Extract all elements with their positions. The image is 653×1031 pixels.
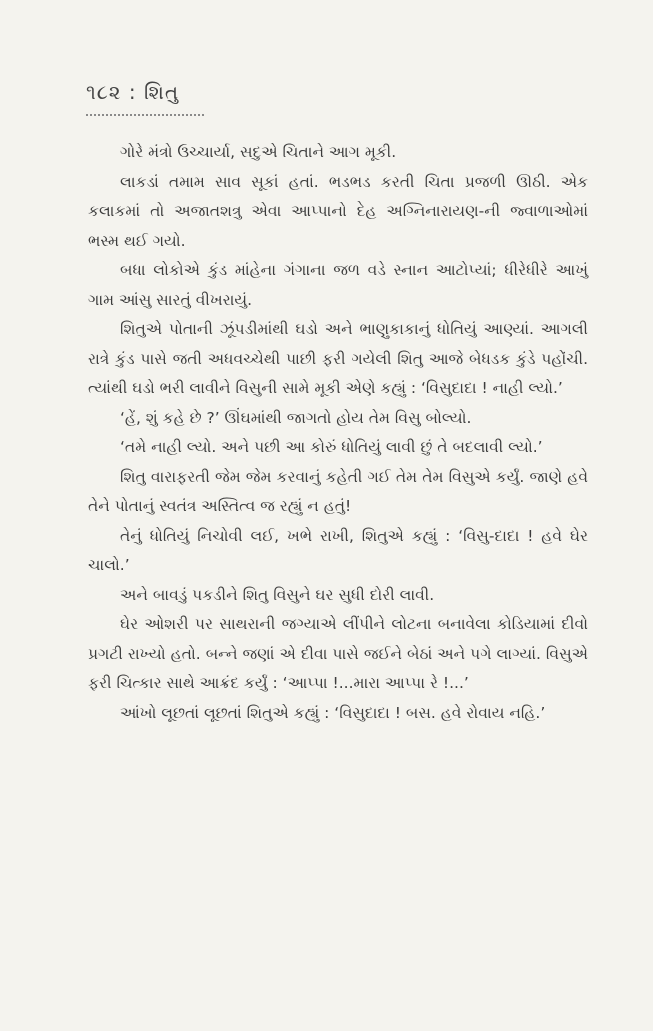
header-underline bbox=[86, 114, 204, 116]
page-header: ૧૮૨ : શિતુ bbox=[86, 80, 180, 104]
paragraph: અને બાવડું પકડીને શિતુ વિસુને ઘર સુધી દોરી લાવી. bbox=[120, 585, 435, 604]
paragraph: શિતુએ પોતાની ઝૂંપડીમાંથી ઘડો અને ભાણુકાકાનું ધોતિયું આણ્યાં. આગલી રાત્રે કુંડ પાસે જતી અધવચ્ચેથી પાછી ફરી ગયેલી શિતુ આજે બેધડક કુંડે પહોંચી. ત્યાંથી ઘડો ભરી લાવીને વિસુની સામે મૂકી એણે કહ્યું : ‘વિસુદાદા ! નાહી લ્યો.’ bbox=[88, 320, 588, 397]
body-text bbox=[88, 138, 588, 728]
paragraph: ‘તમે નાહી લ્યો. અને પછી આ કોરું ધોતિયું લાવી છું તે બદલાવી લ્યો.’ bbox=[120, 438, 543, 456]
paragraph: તેનું ધોતિયું નિચોવી લઈ, ખભે રાખી, શિતુએ કહ્યું : ‘વિસુ-દાદા ! હવે ઘેર ચાલો.’ bbox=[88, 526, 588, 574]
paragraph: બધા લોકોએ કુંડ માંહેના ગંગાના જળ વડે સ્નાન આટોપ્યાં; ધીરેધીરે આખું ગામ આંસુ સારતું વીખરાયું. bbox=[88, 261, 588, 309]
paragraph: ઘેર ઓશરી પર સાથરાની જગ્યાએ લીંપીને લોટના બનાવેલા કોડિયામાં દીવો પ્રગટી રાખ્યો હતો. બન્ને જણાં એ દીવા પાસે જઈને બેઠાં અને પગે લાગ્યાં. વિસુએ ફરી ચિત્કાર સાથે આક્રંદ કર્યું : ‘આપ્પા !...મારા આપ્પા રે !...’ bbox=[88, 615, 588, 692]
paragraph: ‘હેં, શું કહે છે ?’ ઊંઘમાંથી જાગતો હોય તેમ વિસુ બોલ્યો. bbox=[120, 408, 472, 427]
paragraph: ગોરે મંત્રો ઉચ્ચાર્યા, સદુએ ચિતાને આગ મૂકી. bbox=[120, 143, 397, 161]
paragraph: લાકડાં તમામ સાવ સૂકાં હતાં. ભડભડ કરતી ચિતા પ્રજળી ઊઠી. એક કલાકમાં તો અજાતશત્રુ એવા આપ્પાનો દેહ અગ્નિનારાયણ-ની જ્વાળાઓમાં ભસ્મ થઈ ગયો. bbox=[88, 172, 588, 250]
paragraph: આંખો લૂછતાં લૂછતાં શિતુએ કહ્યું : ‘વિસુદાદા ! બસ. હવે રોવાય નહિ.’ bbox=[120, 703, 546, 722]
paragraph: શિતુ વારાફરતી જેમ જેમ કરવાનું કહેતી ગઈ તેમ તેમ વિસુએ કર્યું. જાણે હવે તેને પોતાનું સ્વતંત્ર અસ્તિત્વ જ રહ્યું ન હતું! bbox=[88, 467, 588, 515]
